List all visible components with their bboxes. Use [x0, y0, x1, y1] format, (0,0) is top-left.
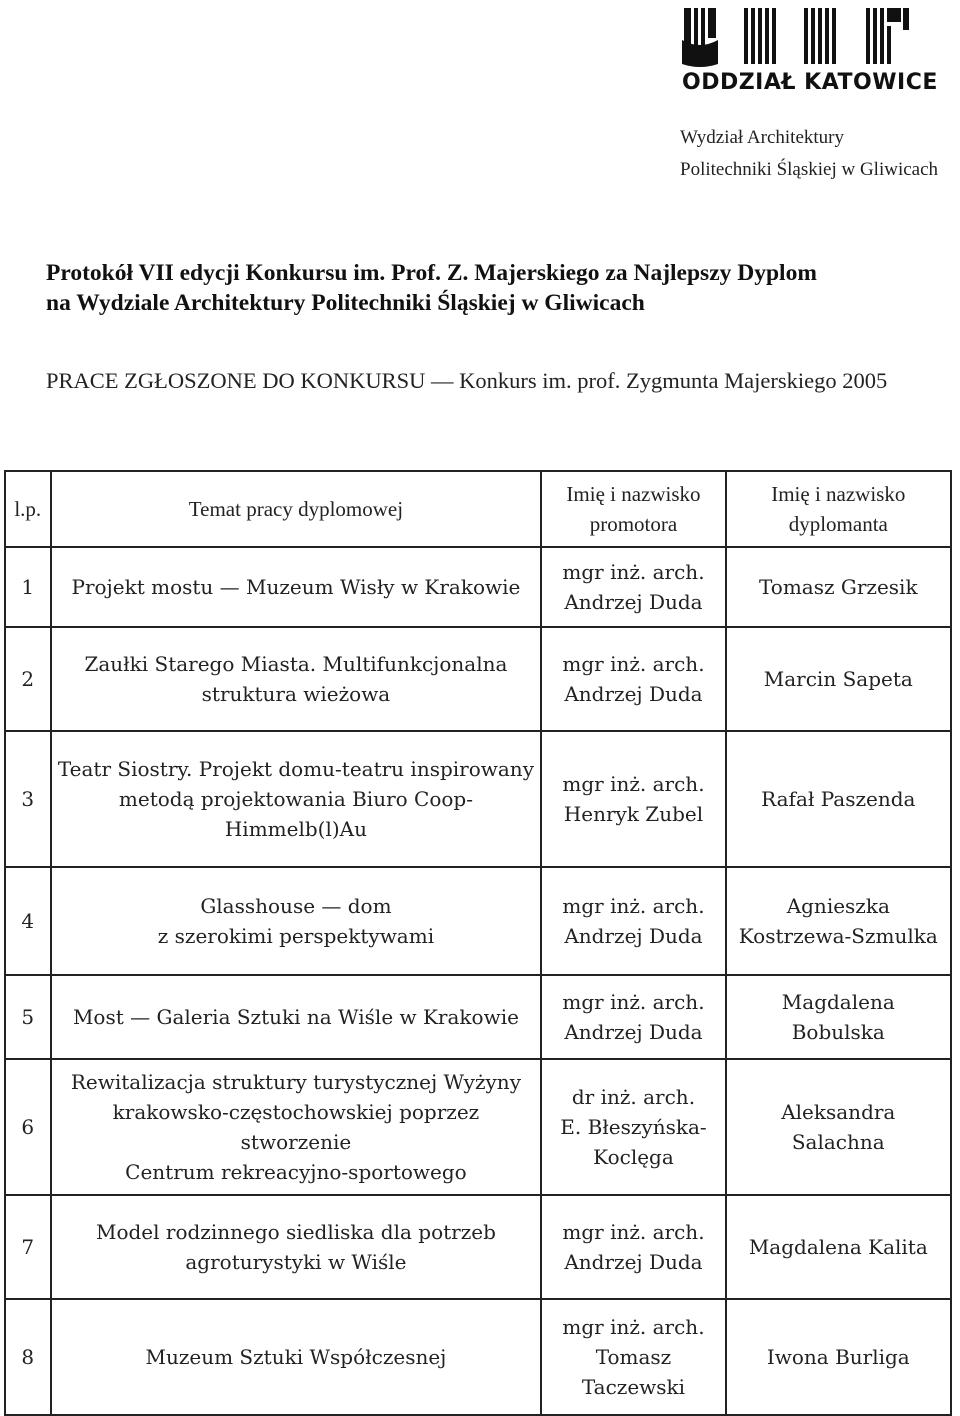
cell-graduate-line: Kostrzewa-Szmulka [738, 924, 938, 948]
cell-graduate-line: Iwona Burliga [766, 1345, 910, 1369]
cell-lp: 3 [5, 731, 51, 867]
cell-topic [51, 867, 542, 975]
cell-lp: 8 [5, 1299, 51, 1415]
cell-promoter-line: Henryk Zubel [563, 802, 704, 826]
header-graduate [726, 471, 951, 547]
cell-promoter-line: mgr inż. arch. [562, 1315, 705, 1339]
document-title [46, 258, 946, 318]
cell-promoter-line: mgr inż. arch. [562, 652, 705, 676]
header-topic: Temat pracy dyplomowej [51, 471, 542, 547]
cell-topic [51, 731, 542, 867]
table-row [5, 1059, 951, 1195]
cell-promoter-line: Andrzej Duda [564, 924, 703, 948]
cell-promoter-line: E. Błeszyńska- [560, 1115, 707, 1139]
cell-topic [51, 1195, 542, 1299]
cell-promoter-line: Andrzej Duda [564, 1250, 703, 1274]
cell-lp: 4 [5, 867, 51, 975]
cell-topic-line: Most — Galeria Sztuki na Wiśle w Krakowie [72, 1005, 519, 1029]
cell-lp: 7 [5, 1195, 51, 1299]
cell-topic-line: Himmelb(l)Au [224, 817, 367, 841]
cell-promoter [541, 1059, 725, 1195]
table-row [5, 627, 951, 731]
cell-topic-line: Muzeum Sztuki Współczesnej [145, 1345, 447, 1369]
header-lp: l.p. [5, 471, 51, 547]
cell-promoter [541, 1195, 725, 1299]
cell-promoter-line: mgr inż. arch. [562, 1220, 705, 1244]
cell-promoter-line: Koclęga [593, 1145, 674, 1169]
table-row [5, 867, 951, 975]
cell-topic [51, 1059, 542, 1195]
cell-graduate [726, 731, 951, 867]
cell-lp: 5 [5, 975, 51, 1059]
logo-text: ODDZIAŁ KATOWICE [682, 70, 938, 95]
cell-topic-line: metodą projektowania Biuro Coop- [118, 787, 473, 811]
cell-promoter [541, 1299, 725, 1415]
cell-graduate [726, 1299, 951, 1415]
cell-topic [51, 547, 542, 627]
cell-promoter [541, 547, 725, 627]
cell-graduate [726, 547, 951, 627]
table-row [5, 1195, 951, 1299]
cell-graduate [726, 975, 951, 1059]
cell-lp: 2 [5, 627, 51, 731]
table-header-row [5, 471, 951, 547]
faculty-line: Wydział Architektury [680, 127, 844, 148]
cell-graduate [726, 1195, 951, 1299]
sarp-logo-mark [678, 4, 923, 70]
faculty-line: Politechniki Śląskiej w Gliwicach [680, 159, 939, 180]
cell-topic-line: Zaułki Starego Miasta. Multifunkcjonalna [84, 652, 508, 676]
header-promoter-line: Imię i nazwisko [566, 482, 701, 506]
cell-promoter-line: dr inż. arch. [571, 1085, 696, 1109]
cell-graduate-line: Tomasz Grzesik [759, 575, 918, 599]
cell-promoter [541, 731, 725, 867]
cell-graduate [726, 1059, 951, 1195]
cell-promoter-line: mgr inż. arch. [562, 560, 705, 584]
table-row [5, 975, 951, 1059]
cell-graduate-line: Agnieszka [786, 894, 890, 918]
works-table [4, 470, 952, 1416]
cell-promoter-line: Andrzej Duda [564, 1020, 703, 1044]
header-graduate-line: Imię i nazwisko [771, 482, 906, 506]
title-line: Protokół VII edycji Konkursu im. Prof. Z. Majerskiego za Najlepszy Dyplom [46, 260, 817, 286]
table-row [5, 547, 951, 627]
cell-promoter-line: mgr inż. arch. [562, 772, 705, 796]
cell-topic [51, 627, 542, 731]
cell-promoter [541, 867, 725, 975]
cell-graduate [726, 867, 951, 975]
cell-lp: 1 [5, 547, 51, 627]
cell-graduate-line: Aleksandra Salachna [781, 1100, 896, 1154]
cell-graduate-line: Marcin Sapeta [763, 667, 913, 691]
cell-topic-line: krakowsko-częstochowskiej poprzez stworzenie [112, 1100, 480, 1154]
faculty-name [680, 122, 938, 186]
table-row [5, 731, 951, 867]
cell-graduate-line: Rafał Paszenda [761, 787, 916, 811]
cell-topic-line: Projekt mostu — Muzeum Wisły w Krakowie [71, 575, 521, 599]
cell-topic-line: struktura wieżowa [201, 682, 391, 706]
cell-topic-line: Model rodzinnego siedliska dla potrzeb [95, 1220, 496, 1244]
cell-promoter [541, 627, 725, 731]
title-line: na Wydziale Architektury Politechniki Śląskiej w Gliwicach [46, 290, 645, 316]
cell-promoter-line: Andrzej Duda [564, 590, 703, 614]
cell-topic-line: z szerokimi perspektywami [157, 924, 435, 948]
cell-topic-line: Teatr Siostry. Projekt domu-teatru inspirowany [57, 757, 534, 781]
header-promoter-line: promotora [589, 512, 678, 536]
cell-topic-line: Rewitalizacja struktury turystycznej Wyżyny [70, 1070, 521, 1094]
table-row [5, 1299, 951, 1415]
cell-topic-line: agroturystyki w Wiśle [185, 1250, 407, 1274]
cell-topic-line: Centrum rekreacyjno-sportowego [125, 1160, 467, 1184]
header-promoter [541, 471, 725, 547]
sarp-logo [678, 4, 938, 96]
cell-promoter-line: Taczewski [581, 1375, 686, 1399]
cell-promoter-line: Andrzej Duda [564, 682, 703, 706]
cell-topic-line: Glasshouse — dom [200, 894, 392, 918]
document-subtitle: PRACE ZGŁOSZONE DO KONKURSU — Konkurs im. prof. Zygmunta Majerskiego 2005 [46, 368, 888, 393]
cell-promoter-line: mgr inż. arch. [562, 990, 705, 1014]
cell-topic [51, 975, 542, 1059]
cell-promoter [541, 975, 725, 1059]
header-graduate-line: dyplomanta [788, 512, 888, 536]
cell-promoter-line: Tomasz [595, 1345, 672, 1369]
cell-graduate-line: Magdalena Bobulska [781, 990, 895, 1044]
cell-lp: 6 [5, 1059, 51, 1195]
cell-graduate-line: Magdalena Kalita [748, 1235, 928, 1259]
cell-graduate [726, 627, 951, 731]
cell-promoter-line: mgr inż. arch. [562, 894, 705, 918]
cell-topic [51, 1299, 542, 1415]
